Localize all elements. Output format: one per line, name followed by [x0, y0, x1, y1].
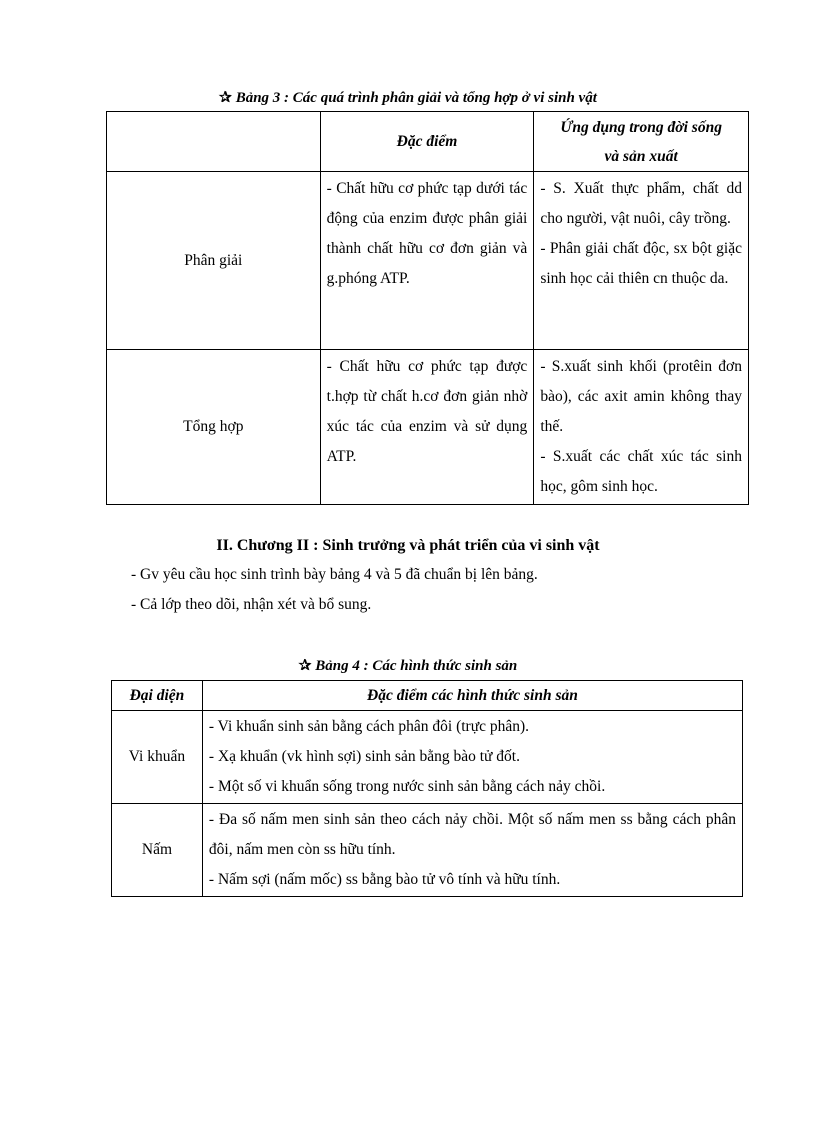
table-header-row	[107, 112, 749, 172]
application-line: - S.xuất sinh khối (protêin đơn bào), các axit amin không thay thế.	[540, 358, 742, 435]
table4-caption-text: Bảng 4 : Các hình thức sinh sản	[315, 658, 518, 674]
table4	[111, 680, 743, 897]
table-row	[112, 804, 743, 897]
feature-cell: - Chất hữu cơ phức tạp được t.hợp từ chất h.cơ đơn giản nhờ xúc tác của enzim và sử dụng ATP.	[320, 350, 534, 505]
table-row	[112, 711, 743, 804]
row-label: Nấm	[112, 804, 203, 897]
table3-caption-text: Bảng 3 : Các quá trình phân giải và tổng hợp ở vi sinh vật	[235, 90, 597, 106]
row-label: Tổng hợp	[107, 350, 321, 505]
table3-header-feature: Đặc điểm	[320, 112, 534, 172]
table3-caption	[0, 88, 816, 107]
table3-header-application	[534, 112, 749, 172]
row-label: Phân giải	[107, 172, 321, 350]
features-cell	[202, 711, 742, 804]
star-icon: ✰	[219, 90, 232, 106]
table4-header-representative: Đại diện	[112, 681, 203, 711]
table4-caption	[0, 656, 816, 675]
row-label: Vi khuẩn	[112, 711, 203, 804]
feature-cell: - Chất hữu cơ phức tạp dưới tác động của enzim được phân giải thành chất hữu cơ đơn giản và g.phóng ATP.	[320, 172, 534, 350]
paragraph-line: - Cả lớp theo dõi, nhận xét và bổ sung.	[131, 596, 372, 613]
table-header-row	[112, 681, 743, 711]
application-line: - S. Xuất thực phẩm, chất dd cho người, vật nuôi, cây trồng.	[540, 180, 742, 227]
table3-header-blank	[107, 112, 321, 172]
header-line: Ứng dụng trong đời sống	[560, 118, 722, 136]
chapter2-heading: II. Chương II : Sinh trưởng và phát triển của vi sinh vật	[216, 537, 600, 554]
table3	[106, 111, 749, 505]
feature-line: - Vi khuẩn sinh sản bằng cách phân đôi (trực phân).	[208, 718, 530, 735]
application-cell	[534, 350, 749, 505]
feature-line: - Xạ khuẩn (vk hình sợi) sinh sản bằng bào tử đốt.	[208, 748, 520, 765]
feature-line: - Một số vi khuẩn sống trong nước sinh sản bằng cách nảy chồi.	[208, 778, 606, 795]
application-line: - S.xuất các chất xúc tác sinh học, gôm sinh học.	[540, 448, 742, 495]
table-row	[107, 172, 749, 350]
feature-line: - Đa số nấm men sinh sản theo cách nảy chồi. Một số nấm men ss bằng cách phân đôi, nấm men còn ss hữu tính.	[208, 811, 736, 858]
application-line: - Phân giải chất độc, sx bột giặc sinh học cải thiên cn thuộc da.	[540, 240, 742, 287]
application-cell	[534, 172, 749, 350]
star-icon: ✰	[298, 658, 312, 674]
paragraph-line: - Gv yêu cầu học sinh trình bày bảng 4 và 5 đã chuẩn bị lên bảng.	[131, 566, 538, 583]
table4-header-features: Đặc điểm các hình thức sinh sản	[202, 681, 742, 711]
table-row	[107, 350, 749, 505]
feature-line: - Nấm sợi (nấm mốc) ss bằng bào tử vô tính và hữu tính.	[208, 871, 561, 888]
features-cell	[202, 804, 742, 897]
header-line: và sản xuất	[604, 147, 678, 165]
